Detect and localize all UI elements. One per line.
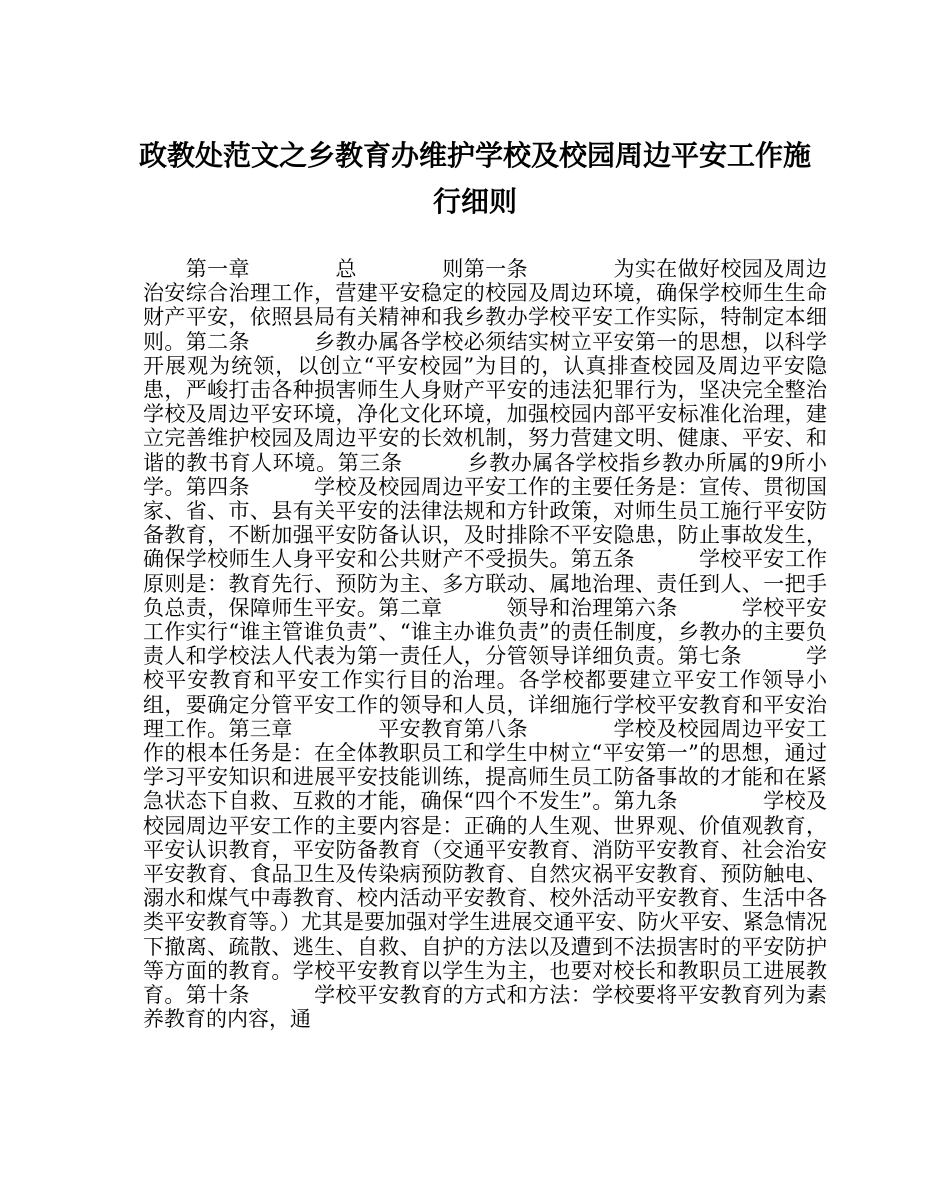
document-body: 第一章 总 则第一条 为实在做好校园及周边治安综合治理工作，营建平安稳定的校园及周边环境，确保学校师生生命财产平安，依照县局有关精神和我乡教办学校平安工作实际，特制定本细则。第二条 乡教办属各学校必须结实树立平安第一的思想，以科学开展观为统领，以创立“平安校园”为目的，认真排查校园及周边平安隐患，严峻打击各种损害师生人身财产平安的违法犯罪行为，坚决完全整治学校及周边平安环境，净化文化环境，加强校园内部平安标准化治理，建立完善维护校园及周边平安的长效机制，努力营建文明、健康、平安、和谐的教书育人环境。第三条 乡教办属各学校指乡教办所属的9所小学。第四条 学校及校园周边平安工作的主要任务是：宣传、贯彻国家、省、市、县有关平安的法律法规和方针政策，对师生员工施行平安防备教育，不断加强平安防备认识，及时排除不平安隐患，防止事故发生，确保学校师生人身平安和公共财产不受损失。第五条 学校平安工作原则是：教育先行、预防为主、多方联动、属地治理、责任到人、一把手负总责，保障师生平安。第二章 领导和治理第六条 学校平安工作实行“谁主管谁负责”、“谁主办谁负责”的责任制度，乡教办的主要负责人和学校法人代表为第一责任人，分管领导详细负责。第七条 学校平安教育和平安工作实行目的治理。各学校都要建立平安工作领导小组，要确定分管平安工作的领导和人员，详细施行学校平安教育和平安治理工作。第三章 平安教育第八条 学校及校园周边平安工作的根本任务是：在全体教职员工和学生中树立“平安第一”的思想，通过学习平安知识和进展平安技能训练，提高师生员工防备事故的才能和在紧急状态下自救、互救的才能，确保“四个不发生”。第九条 学校及校园周边平安工作的主要内容是：正确的人生观、世界观、价值观教育，平安认识教育，平安防备教育（交通平安教育、消防平安教育、社会治安平安教育、食品卫生及传染病预防教育、自然灾祸平安教育、预防触电、溺水和煤气中毒教育、校内活动平安教育、校外活动平安教育、生活中各类平安教育等。）尤其是要加强对学生进展交通平安、防火平安、紧急情况下撤离、疏散、逃生、自救、自护的方法以及遭到不法损害时的平安防护等方面的教育。学校平安教育以学生为主，也要对校长和教职员工进展教育。第十条 学校平安教育的方式和方法：学校要将平安教育列为素养教育的内容，通 (143, 257, 827, 1032)
document-title: 政教处范文之乡教育办维护学校及校园周边平安工作施行细则 (138, 139, 811, 218)
